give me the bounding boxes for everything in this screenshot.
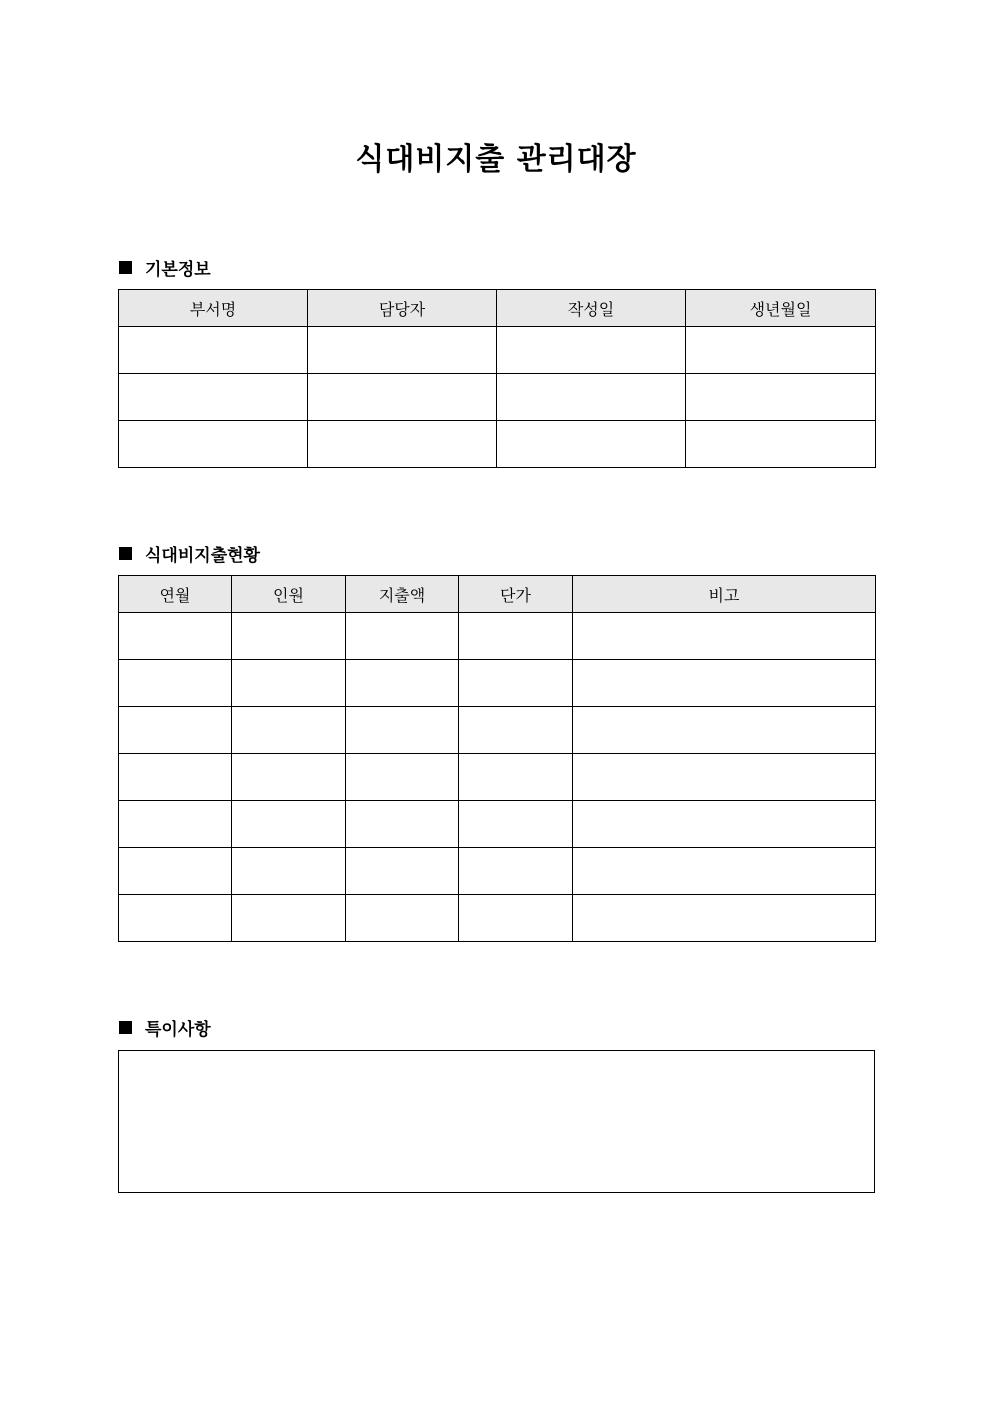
table-cell[interactable] <box>119 327 308 374</box>
table-row <box>119 421 876 468</box>
table-cell[interactable] <box>346 801 459 848</box>
table-cell[interactable] <box>459 895 573 942</box>
table-cell[interactable] <box>686 327 876 374</box>
column-header: 연월 <box>119 576 232 613</box>
column-header: 부서명 <box>119 290 308 327</box>
table-row <box>119 327 876 374</box>
table-header-row <box>119 576 876 613</box>
table-row <box>119 754 876 801</box>
table-row <box>119 801 876 848</box>
table-cell[interactable] <box>232 660 346 707</box>
table-cell[interactable] <box>459 801 573 848</box>
table-row <box>119 707 876 754</box>
table-cell[interactable] <box>459 848 573 895</box>
table-cell[interactable] <box>119 848 232 895</box>
table-row <box>119 848 876 895</box>
table-cell[interactable] <box>573 895 876 942</box>
square-bullet-icon <box>119 547 132 560</box>
section-heading-label: 특이사항 <box>145 1020 211 1040</box>
table-cell[interactable] <box>497 374 686 421</box>
column-header: 단가 <box>459 576 573 613</box>
page-title: 식대비지출 관리대장 <box>355 142 637 177</box>
column-header: 담당자 <box>308 290 497 327</box>
table-cell[interactable] <box>232 848 346 895</box>
table-cell[interactable] <box>346 848 459 895</box>
square-bullet-icon <box>119 1021 132 1034</box>
table-cell[interactable] <box>308 327 497 374</box>
table-cell[interactable] <box>232 613 346 660</box>
table-row <box>119 895 876 942</box>
table-cell[interactable] <box>573 660 876 707</box>
section-heading-label: 기본정보 <box>145 260 211 280</box>
table-cell[interactable] <box>573 801 876 848</box>
column-header: 비고 <box>573 576 876 613</box>
section-heading-expense-status <box>119 541 260 566</box>
column-header: 인원 <box>232 576 346 613</box>
table-cell[interactable] <box>459 707 573 754</box>
table-header-row <box>119 290 876 327</box>
table-cell[interactable] <box>119 660 232 707</box>
table-cell[interactable] <box>573 848 876 895</box>
section-heading-remarks <box>119 1015 211 1040</box>
table-cell[interactable] <box>459 613 573 660</box>
table-row <box>119 660 876 707</box>
table-cell[interactable] <box>497 327 686 374</box>
remarks-box[interactable] <box>118 1050 875 1193</box>
table-cell[interactable] <box>459 754 573 801</box>
column-header: 지출액 <box>346 576 459 613</box>
table-cell[interactable] <box>686 374 876 421</box>
table-cell[interactable] <box>119 895 232 942</box>
table-cell[interactable] <box>459 660 573 707</box>
table-cell[interactable] <box>308 421 497 468</box>
table-cell[interactable] <box>119 374 308 421</box>
table-cell[interactable] <box>346 660 459 707</box>
table-cell[interactable] <box>686 421 876 468</box>
table-row <box>119 613 876 660</box>
expense-status-table <box>118 575 876 942</box>
table-cell[interactable] <box>346 754 459 801</box>
table-cell[interactable] <box>119 613 232 660</box>
column-header: 작성일 <box>497 290 686 327</box>
square-bullet-icon <box>119 261 132 274</box>
section-heading-basic-info <box>119 255 211 280</box>
table-cell[interactable] <box>573 707 876 754</box>
table-cell[interactable] <box>232 801 346 848</box>
table-cell[interactable] <box>119 707 232 754</box>
column-header: 생년월일 <box>686 290 876 327</box>
table-cell[interactable] <box>119 421 308 468</box>
table-cell[interactable] <box>497 421 686 468</box>
table-row <box>119 374 876 421</box>
table-cell[interactable] <box>232 895 346 942</box>
table-cell[interactable] <box>308 374 497 421</box>
table-cell[interactable] <box>346 613 459 660</box>
table-cell[interactable] <box>346 895 459 942</box>
table-cell[interactable] <box>232 707 346 754</box>
table-cell[interactable] <box>346 707 459 754</box>
table-cell[interactable] <box>232 754 346 801</box>
basic-info-table <box>118 289 876 468</box>
table-cell[interactable] <box>573 613 876 660</box>
section-heading-label: 식대비지출현황 <box>145 546 260 566</box>
table-cell[interactable] <box>573 754 876 801</box>
table-cell[interactable] <box>119 801 232 848</box>
table-cell[interactable] <box>119 754 232 801</box>
